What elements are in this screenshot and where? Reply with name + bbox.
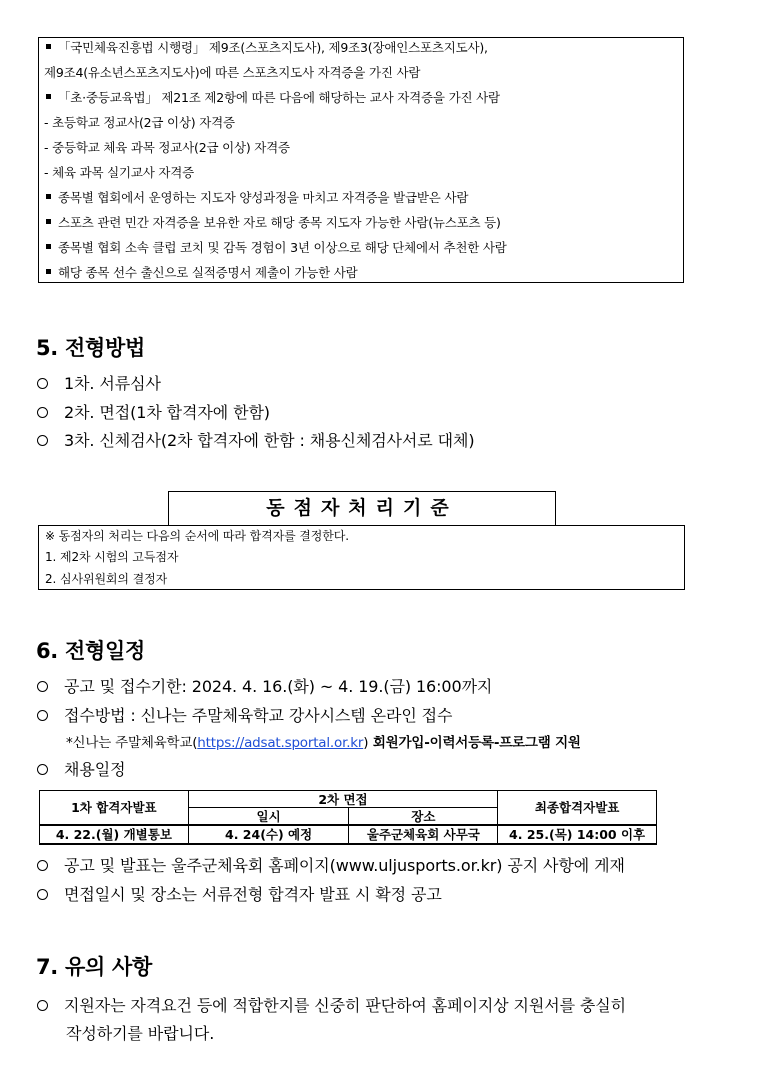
qual-line xyxy=(46,265,358,281)
square-bullet-icon xyxy=(46,269,51,274)
list-item xyxy=(37,676,492,698)
qual-text: 종목별 협회에서 운영하는 지도자 양성과정을 마치고 자격증을 발급받은 사람 xyxy=(58,190,469,205)
square-bullet-icon xyxy=(46,94,51,99)
circle-bullet-icon xyxy=(37,764,48,775)
table-header-row xyxy=(40,791,657,808)
qual-text: 해당 종목 선수 출신으로 실적증명서 제출이 가능한 사람 xyxy=(58,265,358,280)
qual-line xyxy=(46,190,468,206)
qual-text: - 중등학교 체육 과목 정교사(2급 이상) 자격증 xyxy=(44,140,290,155)
tiebreak-box xyxy=(38,525,685,590)
qual-line xyxy=(44,165,194,181)
list-item xyxy=(37,759,125,781)
qual-text: 「국민체육진흥법 시행령」 제9조(스포츠지도사), 제9조3(장애인스포츠지도사), xyxy=(58,40,488,55)
list-item xyxy=(37,995,626,1017)
qualification-box xyxy=(38,37,684,283)
qual-text: 제9조4(유소년스포츠지도사)에 따른 스포츠지도사 자격증을 가진 사람 xyxy=(44,65,421,80)
qual-text: - 초등학교 정교사(2급 이상) 자격증 xyxy=(44,115,235,130)
application-site-link[interactable]: https://adsat.sportal.or.kr xyxy=(197,735,364,751)
cell-final: 4. 25.(목) 14:00 이후 xyxy=(498,825,657,844)
list-item-text: 3차. 신체검사(2차 합격자에 한함 : 채용신체검사서로 대체) xyxy=(64,431,475,450)
qual-line xyxy=(44,65,420,81)
header-date: 일시 xyxy=(188,808,349,826)
list-item xyxy=(37,855,625,877)
circle-bullet-icon xyxy=(37,681,48,692)
header-final: 최종합격자발표 xyxy=(498,791,657,826)
qual-text: - 체육 과목 실기교사 자격증 xyxy=(44,165,195,180)
schedule-table xyxy=(39,790,657,845)
list-item-text: 채용일정 xyxy=(64,760,126,779)
list-item-text: 1차. 서류심사 xyxy=(64,374,161,393)
section-6-heading: 6. 전형일정 xyxy=(36,639,145,663)
circle-bullet-icon xyxy=(37,860,48,871)
circle-bullet-icon xyxy=(37,1000,48,1011)
list-item-continuation: 작성하기를 바랍니다. xyxy=(66,1024,215,1043)
circle-bullet-icon xyxy=(37,378,48,389)
tiebreak-title: 동점자처리기준 xyxy=(168,491,556,526)
square-bullet-icon xyxy=(46,244,51,249)
list-item-text: 지원자는 자격요건 등에 적합한지를 신중히 판단하여 홈페이지상 지원서를 충실히 xyxy=(64,996,626,1015)
note-bold: 회원가입-이력서등록-프로그램 지원 xyxy=(368,735,581,751)
tiebreak-line: ※ 동점자의 처리는 다음의 순서에 따라 합격자를 결정한다. xyxy=(45,529,349,543)
header-second-round: 2차 면접 xyxy=(188,791,497,808)
note-suffix: ) xyxy=(363,735,369,751)
qual-text: 종목별 협회 소속 클럽 코치 및 감독 경험이 3년 이상으로 해당 단체에서 추천한 사람 xyxy=(58,240,507,255)
header-first-round: 1차 합격자발표 xyxy=(40,791,189,826)
circle-bullet-icon xyxy=(37,710,48,721)
list-item xyxy=(37,402,270,424)
section-5-heading: 5. 전형방법 xyxy=(36,336,145,360)
cell-date: 4. 24(수) 예정 xyxy=(188,825,349,844)
qual-line xyxy=(46,215,501,231)
table-row xyxy=(40,825,657,844)
tiebreak-line: 2. 심사위원회의 결정자 xyxy=(45,572,168,586)
section-7-heading: 7. 유의 사항 xyxy=(36,955,152,979)
list-item xyxy=(37,373,161,395)
qual-line xyxy=(46,240,507,256)
list-item-text: 접수방법 : 신나는 주말체육학교 강사시스템 온라인 접수 xyxy=(64,706,453,725)
list-item xyxy=(37,430,474,452)
header-place: 장소 xyxy=(349,808,498,826)
qual-line xyxy=(44,140,290,156)
note-prefix: *신나는 주말체육학교( xyxy=(66,735,198,751)
square-bullet-icon xyxy=(46,194,51,199)
list-item xyxy=(37,705,452,727)
qual-line xyxy=(46,90,500,106)
qual-text: 「초·중등교육법」 제21조 제2항에 따른 다음에 해당하는 교사 자격증을 가진 사람 xyxy=(58,90,500,105)
application-note xyxy=(66,733,581,753)
circle-bullet-icon xyxy=(37,889,48,900)
list-item-text: 면접일시 및 장소는 서류전형 합격자 발표 시 확정 공고 xyxy=(64,885,442,904)
square-bullet-icon xyxy=(46,44,51,49)
list-item-text: 2차. 면접(1차 합격자에 한함) xyxy=(64,403,270,422)
circle-bullet-icon xyxy=(37,435,48,446)
qual-line xyxy=(46,40,488,56)
qual-text: 스포츠 관련 민간 자격증을 보유한 자로 해당 종목 지도자 가능한 사람(뉴스포츠 등) xyxy=(58,215,501,230)
list-item-text: 공고 및 발표는 울주군체육회 홈페이지(www.uljusports.or.kr) 공지 사항에 게재 xyxy=(64,856,625,875)
qual-line xyxy=(44,115,235,131)
tiebreak-line: 1. 제2차 시험의 고득점자 xyxy=(45,550,179,564)
list-item-text: 공고 및 접수기한: 2024. 4. 16.(화) ~ 4. 19.(금) 16:00까지 xyxy=(64,677,493,696)
cell-place: 울주군체육회 사무국 xyxy=(349,825,498,844)
list-item xyxy=(37,884,442,906)
square-bullet-icon xyxy=(46,219,51,224)
cell-first-round: 4. 22.(월) 개별통보 xyxy=(40,825,189,844)
circle-bullet-icon xyxy=(37,407,48,418)
